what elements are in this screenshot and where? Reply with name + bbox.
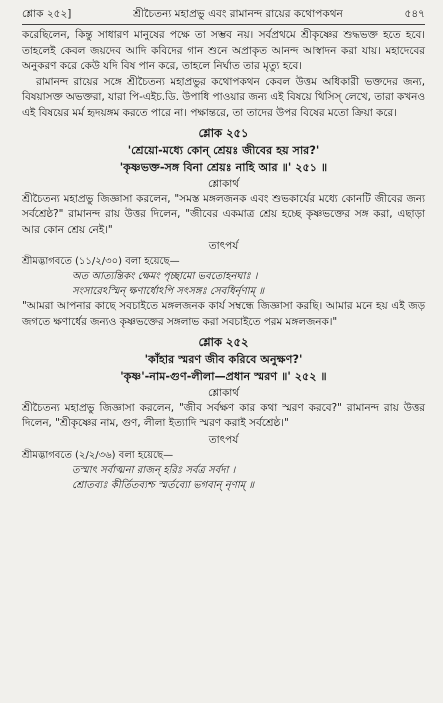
page-number: ৫৪৭ — [404, 8, 425, 20]
header-verse-ref: শ্লোক ২৫২] — [22, 8, 72, 20]
verse-251-purport-label: তাৎপর্য — [208, 240, 239, 253]
verse-252-sanskrit-line-1: তস্মাৎ সর্বাত্মনা রাজন্ হরিঃ সর্বত্র সর্বদা । — [72, 464, 236, 476]
paragraph-conversation: রামানন্দ রায়ের সঙ্গে শ্রীচৈতন্য মহাপ্রভুর কথোপকথন কেবল উত্তম অধিকারী ভক্তদের জন্য, বিষয়াসক্ত অভক্তরা, যারা পি-এইচ.ডি. উপাধি পাওয়ার জন্য এই বিষয়ে থিসিস্ লেখে, তারা কখনও এই বিষয়ের মর্ম হৃদয়ঙ্গম করতে পারে না। পক্ষান্তরে, তা তাদের উপর বিষের মতো ক্রিয়া করে। — [22, 75, 425, 119]
verse-251-title: শ্লোক ২৫১ — [198, 125, 249, 140]
verse-252-purport-label: তাৎপর্য — [208, 433, 239, 446]
verse-252-translation: শ্রীচৈতন্য মহাপ্রভু জিজ্ঞাসা করলেন, "জীব সর্বক্ষণ কার কথা স্মরণ করবে?" রামানন্দ রায় উত্তর দিলেন, "শ্রীকৃষ্ণের নাম, গুণ, লীলা ইত্যাদি স্মরণ করাই সর্বশ্রেষ্ঠ।" — [22, 401, 425, 430]
verse-252-line-2: 'কৃষ্ণ'-নাম-গুণ-লীলা—প্রধান স্মরণ ॥' ২৫২ ॥ — [120, 369, 327, 383]
paragraph-continued: করেছিলেন, কিন্তু সাধারণ মানুষের পক্ষে তা সম্ভব নয়। সর্বপ্রথমে শ্রীকৃষ্ণের শুদ্ধভক্ত হতে হবে। তাহলেই কেবল জয়দেব আদি কবিদের গান শুনে অপ্রাকৃত আনন্দ আস্বাদন করা যায়। মহাদেবের অনুকরণ করে কেউ যদি বিষ পান করে, তাহলে নির্ঘাত তার মৃত্যু হবে। — [22, 29, 425, 73]
verse-252-sanskrit-line-2: শ্রোতব্যঃ কীর্তিতব্যশ্চ স্মর্তব্যো ভগবান্ নৃণাম্ ॥ — [72, 479, 255, 491]
verse-251-line-2: 'কৃষ্ণভক্ত-সঙ্গ বিনা শ্রেয়ঃ নাহি আর ॥' ২৫১ ॥ — [119, 160, 328, 174]
verse-251-sanskrit-line-1: অত আত্যন্তিকং ক্ষেমং পৃচ্ছামো ভবতোহনঘাঃ । — [72, 271, 258, 283]
verse-252-reference: শ্রীমদ্ভাগবতে (২/২/৩৬) বলা হয়েছে— — [22, 449, 174, 461]
header-chapter-title: শ্রীচৈতন্য মহাপ্রভু এবং রামানন্দ রায়ের কথোপকথন — [133, 8, 343, 20]
verse-251-purport: "আমরা আপনার কাছে সবচাইতে মঙ্গলজনক কার্য সম্বন্ধে জিজ্ঞাসা করছি। আমার মনে হয় এই জড় জগতে ক্ষণার্ধের জন্যও কৃষ্ণভক্তের সঙ্গলাভ করা সবচাইতে পরম মঙ্গলজনক।" — [22, 300, 425, 328]
verse-252-line-1: 'কাঁহার স্মরণ জীব করিবে অনুক্ষণ?' — [144, 352, 303, 366]
verse-251-reference: শ্রীমদ্ভাগবতে (১১/২/৩০) বলা হয়েছে— — [22, 256, 180, 268]
verse-251-sanskrit-line-2: সংসারেঽস্মিন্ ক্ষণার্ধোঽপি সৎসঙ্গঃ সেবধির্নৃণাম্ ॥ — [72, 286, 264, 298]
verse-251-line-1: 'শ্রেয়ো-মধ্যে কোন্ শ্রেয়ঃ জীবের হয় সার?' — [127, 143, 320, 157]
verse-252-translation-label: শ্লোকার্থ — [207, 386, 240, 399]
verse-252-title: শ্লোক ২৫২ — [198, 334, 249, 349]
running-header — [22, 6, 425, 25]
verse-251-translation-label: শ্লোকার্থ — [207, 177, 240, 190]
verse-251-translation: শ্রীচৈতন্য মহাপ্রভু জিজ্ঞাসা করলেন, "সমস্ত মঙ্গলজনক এবং শুভকার্যের মধ্যে কোনটি জীবের জন্য সর্বশ্রেষ্ঠ?" রামানন্দ রায় উত্তর দিলেন, "জীবের একমাত্র শ্রেয় হচ্ছে কৃষ্ণভক্তের সঙ্গ করা, এছাড়া আর কোন শ্রেয় নেই।" — [22, 192, 425, 236]
